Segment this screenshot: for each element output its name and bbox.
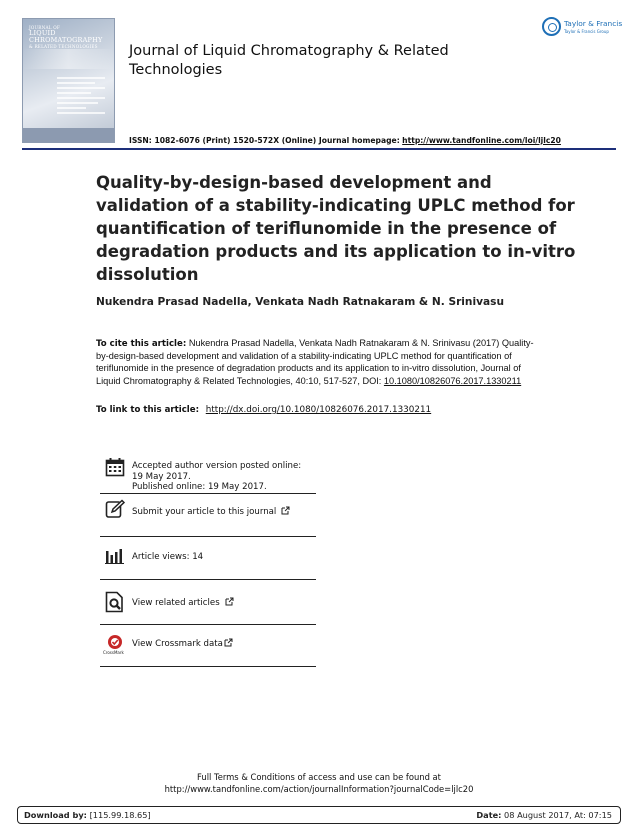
external-link-icon: [224, 638, 232, 646]
published-date: Published online: 19 May 2017.: [132, 482, 267, 492]
article-title: Quality-by-design-based development and validation of a stability-indicating UPLC method for quantification of teriflunomide in the presence of degradation products and its application to in-vitro dissolution: [96, 173, 576, 284]
crossmark-row[interactable]: [100, 625, 316, 667]
accepted-date: Accepted author version posted online: 19 May 2017.: [132, 461, 302, 482]
calendar-icon: [105, 457, 125, 481]
submit-article-link[interactable]: Submit your article to this journal: [132, 507, 277, 517]
download-date: [476, 810, 612, 820]
search-document-icon: [105, 591, 125, 617]
edit-document-icon: [105, 499, 125, 523]
date-value: 08 August 2017, At: 07:15: [504, 810, 612, 820]
external-link-icon: [281, 506, 289, 514]
issn-line: [129, 136, 561, 145]
crossmark-icon: [104, 634, 126, 660]
publisher-tagline: Taylor & Francis Group: [564, 29, 609, 34]
crossmark-link[interactable]: View Crossmark data: [132, 639, 223, 649]
citation-doi-link[interactable]: 10.1080/10826076.2017.1330211: [383, 375, 522, 386]
article-link-label: To link to this article:: [96, 405, 200, 415]
journal-homepage-link[interactable]: http://www.tandfonline.com/loi/ljlc20: [402, 136, 561, 145]
cover-band: [23, 49, 114, 69]
journal-cover-image: [22, 18, 115, 143]
journal-title[interactable]: Journal of Liquid Chromatography & Related Technologies: [129, 43, 449, 78]
issn-label: ISSN: 1082-6076 (Print) 1520-572X (Online) Journal homepage:: [129, 136, 400, 145]
citation-text: Nukendra Prasad Nadella, Venkata Nadh Ratnakaram & N. Srinivasu (2017) Quality-by-design-based development and validation of a stability-indicating UPLC method for quantification of teriflunomide in the presence of degradation products and its application to in-vitro dissolution, Journal of Liquid Chromatography & Related Technologies, 40:10, 517-527, DOI:: [96, 338, 534, 386]
date-label: Date:: [476, 810, 502, 820]
article-link-line: [96, 405, 431, 415]
cover-footer: [23, 128, 114, 142]
publication-dates-row: [100, 455, 316, 494]
download-ip: [115.99.18.65]: [89, 810, 151, 820]
related-articles-row[interactable]: [100, 580, 316, 625]
article-doi-link[interactable]: http://dx.doi.org/10.1080/10826076.2017.1330211: [205, 405, 432, 415]
crossmark-badge-text: CrossMark: [103, 650, 124, 655]
citation-label: To cite this article:: [96, 339, 187, 349]
download-info-bar: [17, 806, 621, 824]
publisher-logo[interactable]: [542, 17, 628, 39]
header-divider: [22, 148, 616, 150]
related-articles-link[interactable]: View related articles: [132, 598, 220, 608]
terms-text: Full Terms & Conditions of access and use can be found at: [197, 772, 441, 782]
citation-block: [96, 337, 546, 387]
article-authors: Nukendra Prasad Nadella, Venkata Nadh Ratnakaram & N. Srinivasu: [96, 296, 504, 308]
cover-contents: [57, 77, 105, 117]
download-info: [24, 810, 151, 820]
terms-link[interactable]: http://www.tandfonline.com/action/journalInformation?journalCode=ljlc20: [164, 783, 474, 794]
article-views-count: Article views: 14: [132, 552, 204, 562]
submit-article-row[interactable]: [100, 494, 316, 537]
terms-footer: [0, 772, 638, 795]
article-info-list: [100, 455, 316, 667]
publisher-logo-icon: [542, 17, 561, 36]
download-label: Download by:: [24, 810, 87, 820]
cover-title: JOURNAL OF LIQUID CHROMATOGRAPHY & RELATED TECHNOLOGIES: [29, 25, 103, 49]
bar-chart-icon: [105, 548, 125, 568]
article-views-row: [100, 537, 316, 580]
external-link-icon: [225, 597, 233, 605]
publisher-name: Taylor & Francis: [564, 19, 623, 28]
